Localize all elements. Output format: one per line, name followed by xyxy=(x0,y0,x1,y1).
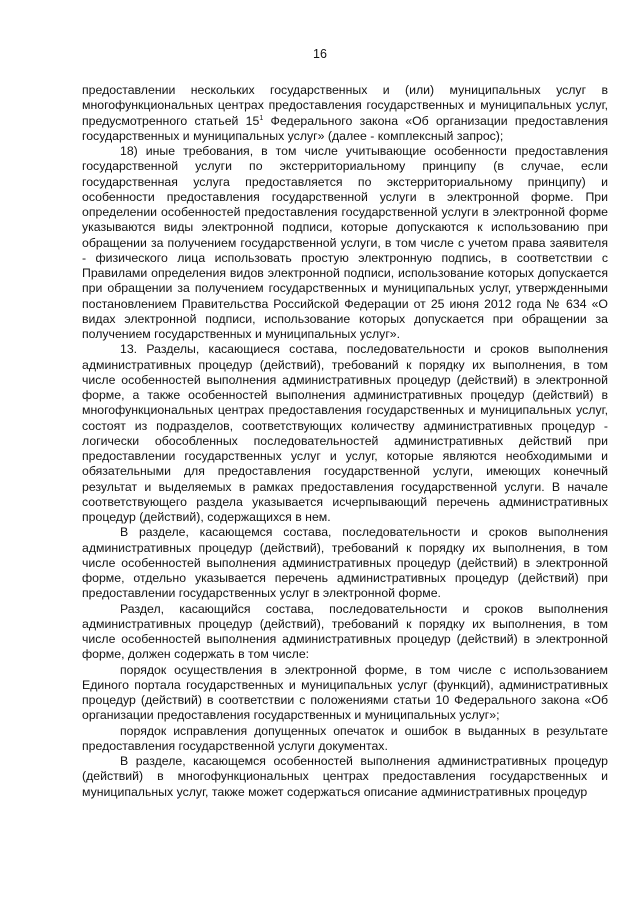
paragraph: В разделе, касающемся состава, последовательности и сроков выполнения административных процедур (действий), требований к порядку их выполнения, в том числе особенностей выполнения административных процедур (действий) в электронной форме, отдельно указывается перечень административных процедур (действий) при предоставлении государственных услуг в электронной форме. xyxy=(82,525,608,601)
paragraph-text: предоставлении нескольких государственных и (или) муниципальных услуг в многофункциональных центрах предоставления государственных и муниципальных услуг, предусмотренного статьей 15 xyxy=(82,83,608,128)
paragraph-continuation xyxy=(82,83,608,144)
paragraph: Раздел, касающийся состава, последовательности и сроков выполнения административных процедур (действий), требований к порядку их выполнения, в том числе особенностей выполнения административных процедур (действий) в электронной форме, должен содержать в том числе: xyxy=(82,601,608,662)
paragraph-text: Федерального закона «Об организации предоставления государственных и муниципальных услуг» (далее - комплексный запрос); xyxy=(82,113,608,143)
page-number: 16 xyxy=(313,47,327,61)
paragraph-section-13: 13. Разделы, касающиеся состава, последовательности и сроков выполнения административных процедур (действий), требований к порядку их выполнения, в том числе особенностей выполнения административных процедур (действий) в электронной форме, а также особенностей выполнения административных процедур (действий) в многофункциональных центрах предоставления государственных и муниципальных услуг, состоят из подразделов, соответствующих количеству административных процедур - логически обособленных последовательностей административных действий при предоставлении государственных услуг и услуг, которые являются необходимыми и обязательными для предоставления государственной услуги, имеющих конечный результат и выделяемых в рамках предоставления государственной услуги. В начале соответствующего раздела указывается исчерпывающий перечень административных процедур (действий), содержащихся в нем. xyxy=(82,342,608,524)
paragraph: В разделе, касающемся особенностей выполнения административных процедур (действий) в многофункциональных центрах предоставления государственных и муниципальных услуг, также может содержаться описание административных процедур xyxy=(82,754,608,799)
superscript: 1 xyxy=(259,114,264,122)
paragraph-item-18: 18) иные требования, в том числе учитывающие особенности предоставления государственной услуги по экстерриториальному принципу (в случае, если государственная услуга предоставляется по экстерриториальному принципу) и особенности предоставления государственной услуги в электронной форме. При определении особенностей предоставления государственной услуги в электронной форме указываются виды электронной подписи, которые допускаются к использованию при обращении за получением государственной услуги, в том числе с учетом права заявителя - физического лица использовать простую электронную подпись, в соответствии с Правилами определения видов электронной подписи, использование которых допускается при обращении за получением государственных и муниципальных услуг, утвержденными постановлением Правительства Российской Федерации от 25 июня 2012 года № 634 «О видах электронной подписи, использование которых допускается при обращении за получением государственных и муниципальных услуг». xyxy=(82,144,608,341)
paragraph: порядок исправления допущенных опечаток и ошибок в выданных в результате предоставления государственной услуги документах. xyxy=(82,723,608,753)
document-body xyxy=(82,83,608,800)
paragraph: порядок осуществления в электронной форме, в том числе с использованием Единого портала государственных и муниципальных услуг (функций), административных процедур (действий) в соответствии с положениями статьи 10 Федерального закона «Об организации предоставления государственных и муниципальных услуг»; xyxy=(82,662,608,723)
